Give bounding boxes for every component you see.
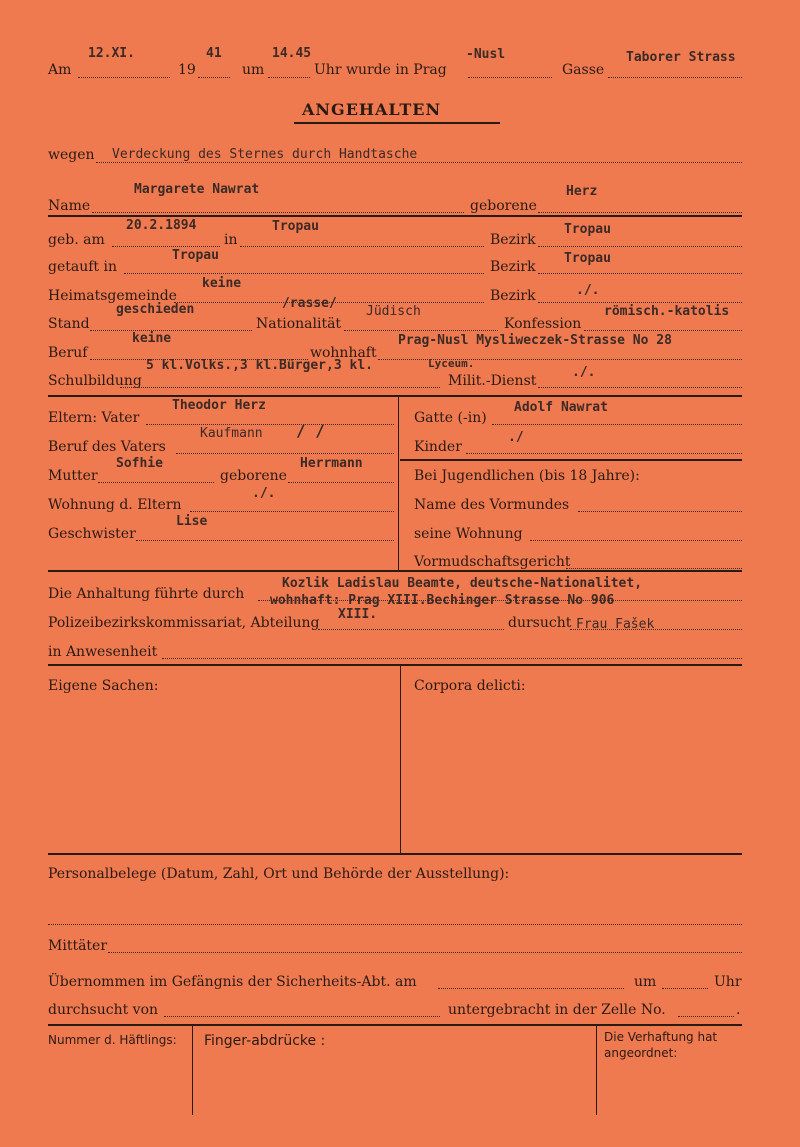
label-heimatsgemeinde: Heimatsgemeinde: [48, 288, 177, 304]
label-um: um: [242, 62, 265, 78]
label-kinder: Kinder: [414, 439, 462, 455]
label-seine-wohnung: seine Wohnung: [414, 526, 523, 542]
typed-education: 5 kl.Volks.,3 kl.Bürger,3 kl.: [146, 358, 373, 373]
typed-parents-residence: ./.: [252, 486, 276, 501]
typed-marital-status: geschieden: [116, 302, 195, 317]
typed-occupation: keine: [132, 331, 172, 346]
label-am: Am: [48, 62, 72, 78]
label-wohnhaft: wohnhaft: [310, 345, 377, 361]
label-untergebracht: untergebracht in der Zelle No.: [448, 1002, 666, 1018]
typed-military: ./.: [572, 365, 596, 380]
label-getauft-in: getauft in: [48, 259, 117, 275]
typed-confession: römisch.-katolis: [604, 304, 730, 319]
typed-birth-district: Tropau: [564, 222, 611, 237]
typed-education-extra: Lyceum.: [428, 357, 475, 370]
typed-maiden-name: Herz: [566, 184, 598, 199]
typed-street: Taborer Strass: [626, 50, 736, 65]
typed-spouse: Adolf Nawrat: [514, 400, 608, 415]
typed-mother-maiden: Herrmann: [300, 456, 363, 471]
typed-baptized-district: Tropau: [564, 251, 611, 266]
typed-siblings: Lise: [176, 514, 208, 529]
typed-home-district: ./.: [576, 283, 600, 298]
typed-department: XIII.: [338, 607, 378, 622]
label-dursucht: dursucht: [508, 615, 572, 631]
label-gatte: Gatte (-in): [414, 410, 487, 426]
typed-residence: Prag-Nusl Mysliweczek-Strasse No 28: [398, 333, 672, 348]
typed-searched-by: Frau Fašek: [576, 617, 655, 632]
label-bei-jugendlichen: Bei Jugendlichen (bis 18 Jahre):: [414, 468, 640, 484]
label-wegen: wegen: [48, 147, 95, 163]
typed-birth-date: 20.2.1894: [126, 218, 197, 233]
label-geborene: geborene: [470, 198, 537, 214]
label-in-anwesenheit: in Anwesenheit: [48, 644, 158, 660]
label-anhaltung-durch: Die Anhaltung führte durch: [48, 586, 245, 602]
label-uhr-prag: Uhr wurde in Prag: [314, 62, 447, 78]
label-geborene-2: geborene: [220, 468, 287, 484]
typed-year: 41: [206, 46, 222, 61]
typed-birth-place: Tropau: [272, 219, 319, 234]
typed-father-occ-marks: / /: [296, 421, 325, 440]
label-mutter: Mutter: [48, 468, 98, 484]
label-geschwister: Geschwister: [48, 526, 136, 542]
label-bezirk-3: Bezirk: [490, 288, 536, 304]
label-bezirk-1: Bezirk: [490, 232, 536, 248]
label-personalbelege: Personalbelege (Datum, Zahl, Ort und Behörde der Ausstellung):: [48, 866, 510, 882]
label-year: 19: [178, 62, 196, 78]
label-mittaeter: Mittäter: [48, 938, 108, 954]
typed-father-occupation: Kaufmann: [200, 426, 263, 441]
typed-father: Theodor Herz: [172, 398, 266, 413]
label-eigene-sachen: Eigene Sachen:: [48, 678, 159, 694]
label-stand: Stand: [48, 316, 90, 332]
typed-time: 14.45: [272, 46, 312, 61]
label-vormundschaftsgericht: Vormudschaftsgericht: [414, 554, 571, 570]
label-nationalitaet: Nationalität: [256, 316, 342, 332]
typed-arrested-by-2: wohnhaft: Prag XIII.Bechinger Strasse No 906: [270, 593, 615, 608]
typed-nationality-note: /rasse/: [282, 296, 337, 311]
label-konfession: Konfession: [504, 316, 582, 332]
label-verhaftung-2: angeordnet:: [604, 1046, 678, 1060]
typed-children: ./: [508, 430, 524, 445]
typed-nationality: Jüdisch: [366, 304, 421, 319]
label-uebernommen: Übernommen im Gefängnis der Sicherheits-Abt. am: [48, 974, 417, 990]
form-title: ANGEHALTEN: [302, 100, 442, 119]
label-gasse: Gasse: [562, 62, 605, 78]
label-beruf: Beruf: [48, 345, 88, 361]
typed-mother: Sofhie: [116, 456, 163, 471]
typed-baptized-in: Tropau: [172, 248, 219, 263]
label-um-2: um: [634, 974, 657, 990]
label-polizeibezirk: Polizeibezirkskommissariat, Abteilung: [48, 615, 320, 631]
label-beruf-des-vaters: Beruf des Vaters: [48, 439, 166, 455]
label-in: in: [224, 232, 238, 248]
typed-arrested-by-1: Kozlik Ladislau Beamte, deutsche-Nationalitet,: [282, 576, 643, 591]
label-corpora-delicti: Corpora delicti:: [414, 678, 526, 694]
label-period: .: [736, 1002, 741, 1018]
label-schulbildung: Schulbildung: [48, 373, 142, 389]
label-eltern-vater: Eltern: Vater: [48, 410, 140, 426]
label-durchsucht-von: durchsucht von: [48, 1002, 159, 1018]
label-geb-am: geb. am: [48, 232, 105, 248]
label-nummer-haeftling: Nummer d. Häftlings:: [48, 1033, 177, 1047]
label-milit-dienst: Milit.-Dienst: [448, 373, 537, 389]
label-verhaftung-1: Die Verhaftung hat: [604, 1030, 718, 1044]
typed-date: 12.XI.: [88, 46, 135, 61]
label-wohnung-eltern: Wohnung d. Eltern: [48, 497, 182, 513]
label-bezirk-2: Bezirk: [490, 259, 536, 275]
label-name-des-vormundes: Name des Vormundes: [414, 497, 570, 513]
typed-district: -Nusl: [466, 47, 506, 62]
typed-home-municipality: keine: [202, 276, 242, 291]
label-uhr-2: Uhr: [714, 974, 742, 990]
typed-name: Margarete Nawrat: [134, 182, 260, 197]
label-fingerabdruecke: Finger-abdrücke :: [204, 1033, 326, 1049]
label-name: Name: [48, 198, 91, 214]
typed-reason: Verdeckung des Sternes durch Handtasche: [112, 147, 418, 162]
